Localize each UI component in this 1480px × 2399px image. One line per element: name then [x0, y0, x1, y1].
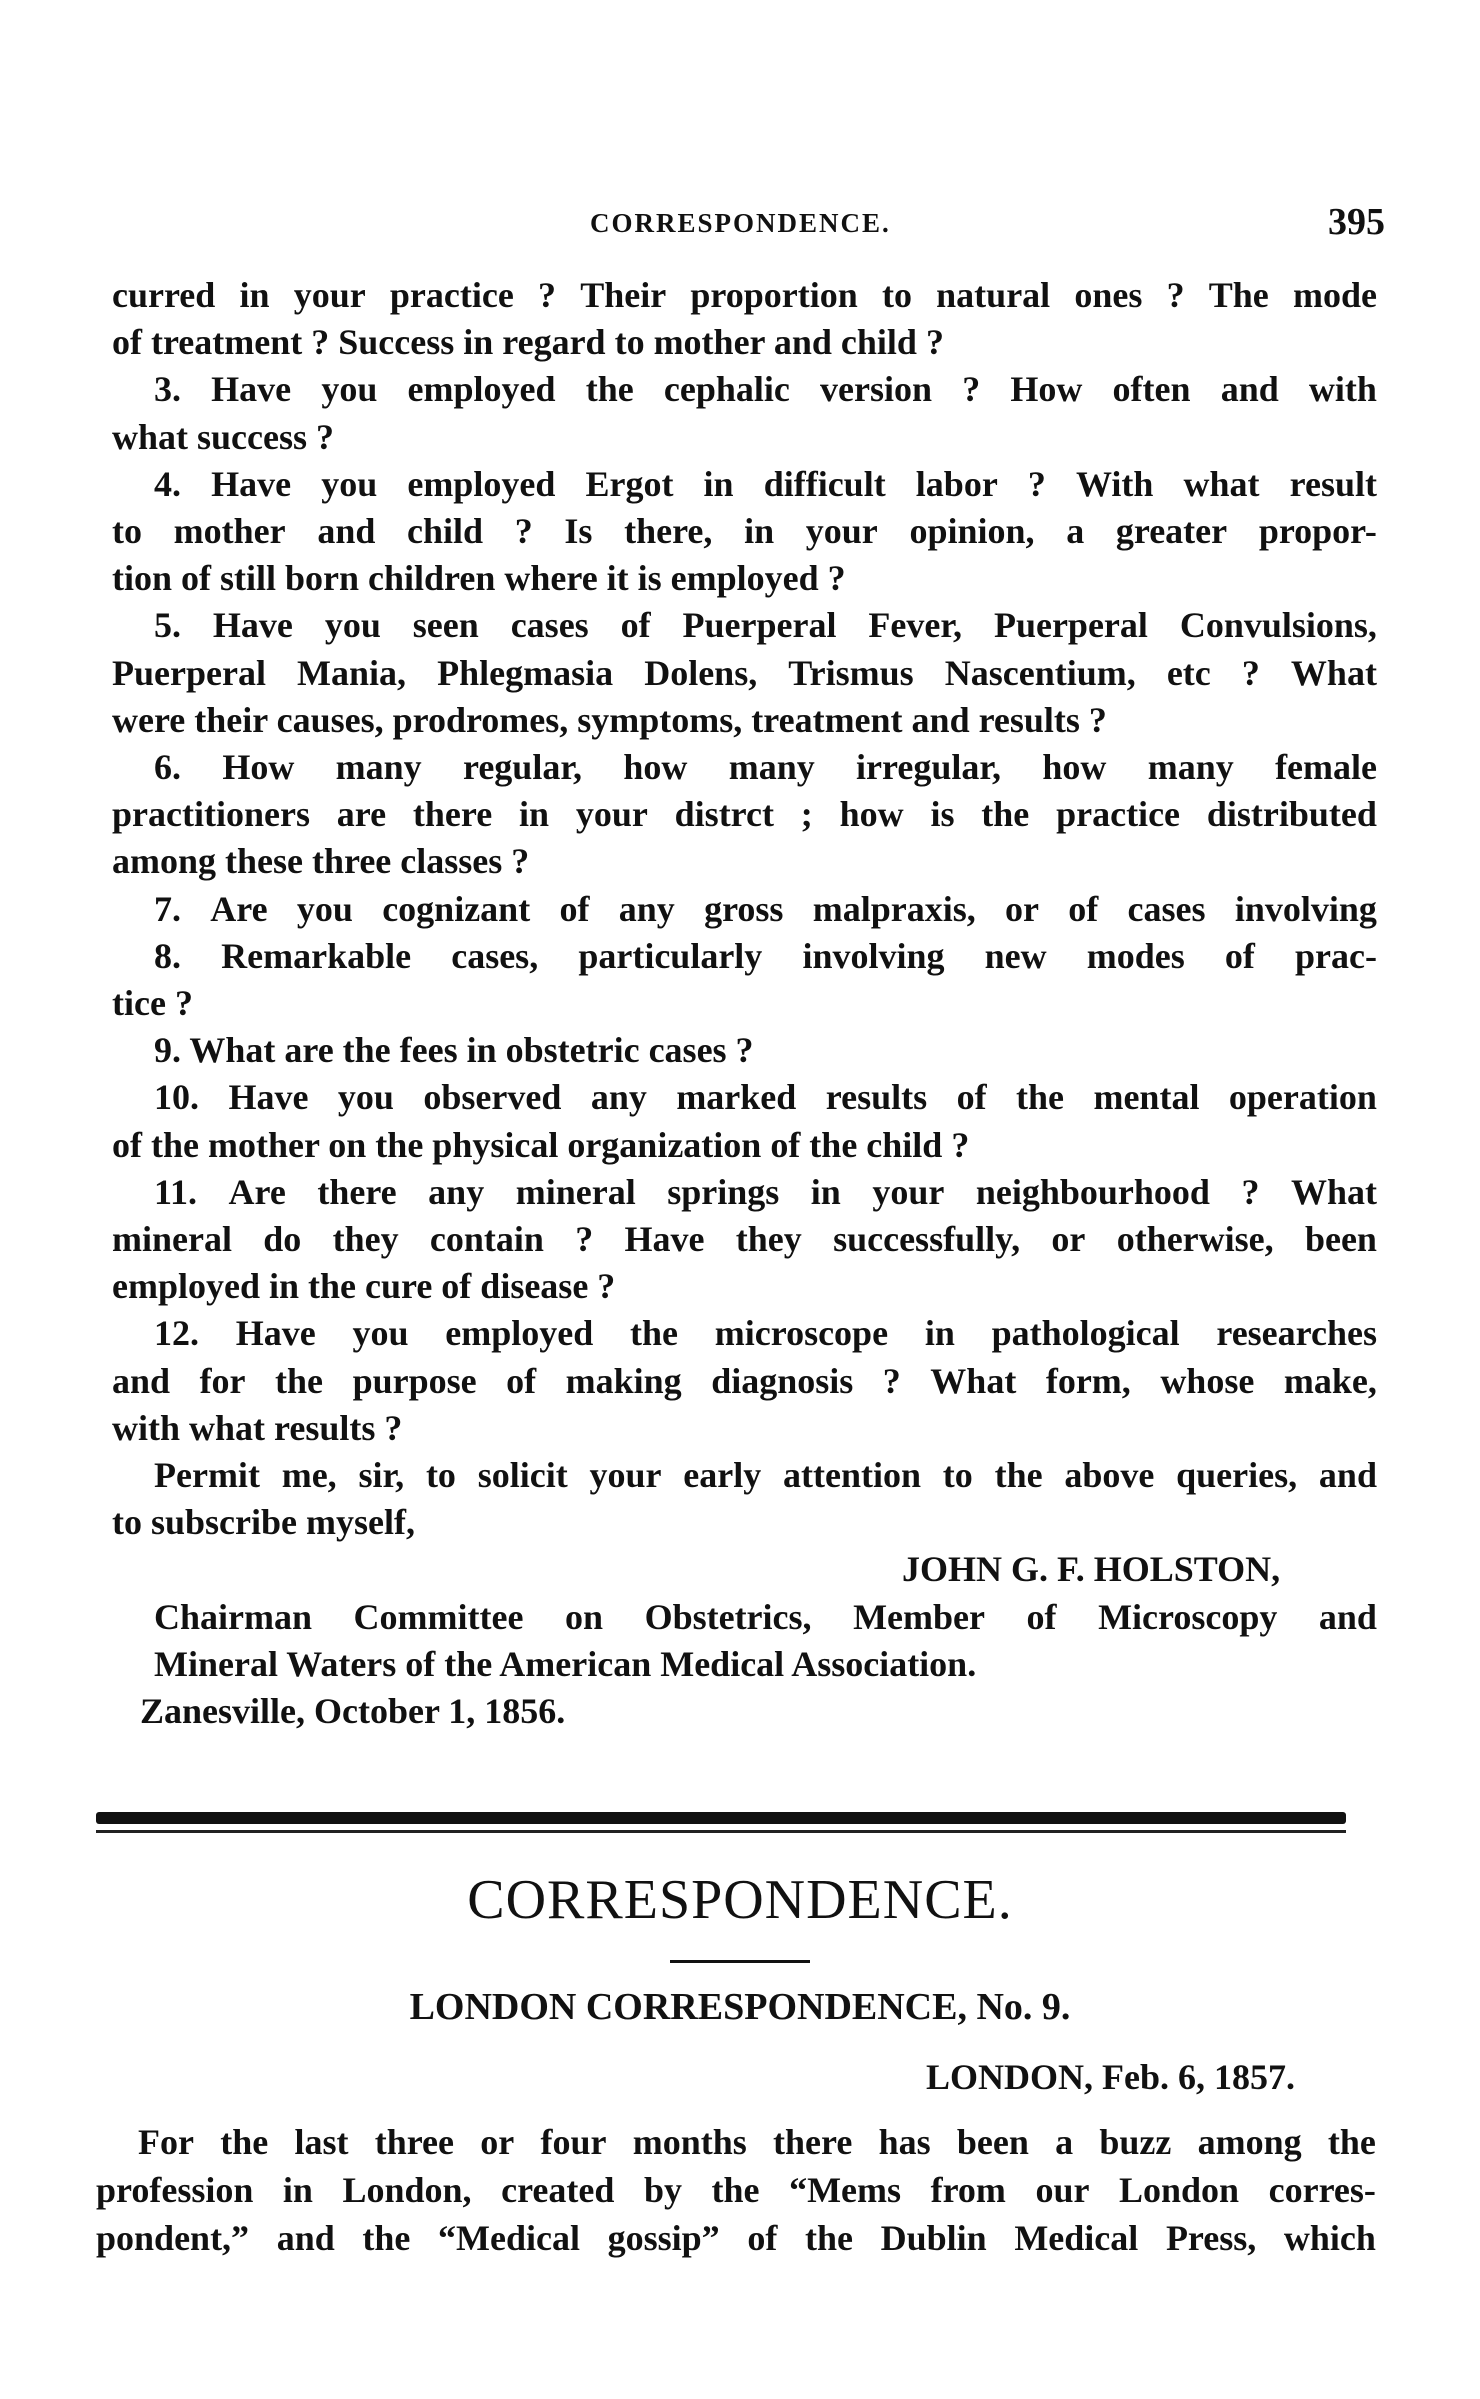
- text-line: [112, 933, 1377, 980]
- word: the: [1327, 2122, 1376, 2162]
- word: your: [805, 511, 878, 552]
- word: propor-: [1258, 511, 1377, 552]
- word: microscope: [714, 1313, 889, 1354]
- text-line: [96, 2118, 1376, 2166]
- text-line: [112, 555, 1377, 602]
- word: distrct: [674, 794, 774, 835]
- word: are: [336, 794, 387, 835]
- word: cases: [510, 605, 589, 646]
- line-text: Mineral Waters of the American Medical Association.: [154, 1643, 977, 1684]
- word: Puerperal: [993, 605, 1148, 646]
- word: you: [321, 463, 378, 504]
- word: ?: [538, 275, 557, 315]
- word: the: [275, 1360, 324, 1401]
- word: any: [618, 888, 675, 929]
- word: ?: [962, 369, 981, 410]
- word: female: [1275, 747, 1377, 788]
- word: 5.: [154, 605, 181, 646]
- text-line: [112, 1405, 1377, 1452]
- text-line: [112, 1074, 1377, 1121]
- word: by: [643, 2170, 682, 2210]
- word: London: [1118, 2170, 1240, 2210]
- word: Committee: [353, 1596, 524, 1637]
- word: Nascentium,: [944, 652, 1136, 693]
- word: many: [335, 747, 422, 788]
- word: do: [263, 1219, 302, 1260]
- word: involving: [802, 935, 945, 976]
- word: etc: [1166, 652, 1211, 693]
- word: and: [112, 1360, 171, 1401]
- word: regular,: [463, 747, 583, 788]
- word: in: [282, 2170, 313, 2210]
- word: ;: [800, 794, 813, 835]
- word: in: [703, 463, 734, 504]
- text-line: [112, 980, 1377, 1027]
- line-text: tion of still born children where it is employed ?: [112, 558, 846, 599]
- section-heading: CORRESPONDENCE.: [467, 1869, 1013, 1931]
- word: queries,: [1176, 1455, 1298, 1496]
- word: seen: [412, 605, 479, 646]
- word: they: [735, 1219, 802, 1260]
- word: employed: [407, 463, 556, 504]
- letter-body: [96, 2118, 1376, 2262]
- word: in: [519, 794, 550, 835]
- word: of: [506, 1360, 537, 1401]
- text-line: [112, 1452, 1377, 1499]
- word: marked: [676, 1077, 797, 1118]
- word: has: [878, 2122, 931, 2162]
- word: or: [480, 2122, 515, 2162]
- word: Dolens,: [644, 652, 758, 693]
- text-line: [112, 414, 1377, 461]
- word: make,: [1283, 1360, 1377, 1401]
- word: the: [1016, 1077, 1065, 1118]
- word: cases,: [451, 935, 539, 976]
- word: Have: [211, 369, 292, 410]
- line-text: tice ?: [112, 983, 193, 1024]
- word: on: [565, 1596, 604, 1637]
- word: the: [804, 2218, 853, 2258]
- word: months: [632, 2122, 747, 2162]
- word: ?: [1241, 1171, 1260, 1212]
- word: to: [881, 275, 912, 315]
- text-line: [112, 1546, 1377, 1593]
- word: our: [1035, 2170, 1090, 2210]
- word: your: [589, 1455, 662, 1496]
- text-line: [96, 2166, 1376, 2214]
- word: What: [930, 1360, 1017, 1401]
- word: successfully,: [833, 1219, 1021, 1260]
- word: What: [1290, 652, 1377, 693]
- word: buzz: [1099, 2122, 1172, 2162]
- word: how: [839, 794, 904, 835]
- word: observed: [423, 1077, 562, 1118]
- running-title: CORRESPONDENCE.: [590, 208, 891, 238]
- word: natural: [936, 275, 1051, 315]
- word: result: [1289, 463, 1377, 504]
- word: Have: [212, 605, 293, 646]
- text-line: [112, 1263, 1377, 1310]
- word: Permit: [154, 1455, 260, 1496]
- word: your: [575, 794, 648, 835]
- word: employed: [445, 1313, 594, 1354]
- word: Puerperal: [682, 605, 837, 646]
- word: Microscopy: [1098, 1596, 1278, 1637]
- word: from: [930, 2170, 1006, 2210]
- word: 11.: [154, 1171, 198, 1212]
- word: me,: [281, 1455, 337, 1496]
- text-line: [96, 2214, 1376, 2262]
- word: there: [412, 794, 493, 835]
- word: cephalic: [663, 369, 790, 410]
- word: malpraxis,: [812, 888, 976, 929]
- word: proportion: [690, 275, 858, 315]
- word: How: [1010, 369, 1083, 410]
- word: in: [239, 275, 270, 315]
- text-line: [112, 1594, 1377, 1641]
- line-text: of treatment ? Success in regard to mother and child ?: [112, 322, 944, 363]
- word: for: [199, 1360, 246, 1401]
- section-divider-thick: [96, 1812, 1346, 1824]
- word: in: [924, 1313, 955, 1354]
- word: is: [930, 794, 955, 835]
- word: with: [1308, 369, 1377, 410]
- word: ?: [1241, 652, 1260, 693]
- line-text: employed in the cure of disease ?: [112, 1266, 616, 1307]
- queries-body: [112, 272, 1377, 1735]
- text-line: [112, 886, 1377, 933]
- word: distributed: [1206, 794, 1377, 835]
- line-text: with what results ?: [112, 1407, 403, 1448]
- word: Have: [228, 1077, 309, 1118]
- word: whose: [1160, 1360, 1255, 1401]
- word: the: [711, 2170, 760, 2210]
- word: new: [984, 935, 1047, 976]
- word: corres-: [1268, 2170, 1376, 2210]
- word: profession: [96, 2170, 254, 2210]
- word: Puerperal: [112, 652, 266, 693]
- word: to: [942, 1455, 973, 1496]
- word: what: [1183, 463, 1260, 504]
- word: Convulsions,: [1179, 605, 1377, 646]
- text-line: [112, 697, 1377, 744]
- text-line: [112, 791, 1377, 838]
- word: results: [825, 1077, 928, 1118]
- word: the: [362, 2218, 411, 2258]
- word: Medical: [1014, 2218, 1139, 2258]
- word: or: [1005, 888, 1039, 929]
- text-line: [112, 272, 1377, 319]
- word: version: [820, 369, 933, 410]
- word: early: [683, 1455, 762, 1496]
- word: curred: [112, 275, 216, 315]
- word: and: [1220, 369, 1279, 410]
- word: modes: [1086, 935, 1185, 976]
- word: to: [112, 511, 142, 552]
- word: many: [1147, 747, 1234, 788]
- word: sir,: [358, 1455, 405, 1496]
- word: there: [317, 1171, 397, 1212]
- word: a: [1066, 511, 1085, 552]
- word: created: [501, 2170, 615, 2210]
- line-text: among these three classes ?: [112, 841, 530, 882]
- text-line: [112, 319, 1377, 366]
- word: For: [138, 2122, 194, 2162]
- word: 4.: [154, 463, 181, 504]
- word: the: [585, 369, 634, 410]
- word: purpose: [352, 1360, 477, 1401]
- word: you: [321, 369, 378, 410]
- word: Press,: [1165, 2218, 1257, 2258]
- word: pathological: [991, 1313, 1180, 1354]
- word: gross: [704, 888, 784, 929]
- word: Dublin: [880, 2218, 987, 2258]
- word: greater: [1115, 511, 1228, 552]
- word: ?: [514, 511, 533, 552]
- word: Are: [228, 1171, 286, 1212]
- word: ones: [1074, 275, 1143, 315]
- word: 8.: [154, 935, 181, 976]
- word: of: [559, 888, 590, 929]
- text-line: [112, 1641, 1377, 1688]
- word: prac-: [1295, 935, 1377, 976]
- word: you: [324, 605, 381, 646]
- word: your: [293, 275, 366, 315]
- page-number: 395: [1328, 201, 1385, 243]
- word: last: [294, 2122, 349, 2162]
- word: above: [1064, 1455, 1155, 1496]
- word: the: [994, 1455, 1043, 1496]
- word: solicit: [477, 1455, 568, 1496]
- word: springs: [667, 1171, 780, 1212]
- word: you: [296, 888, 353, 929]
- word: or: [1051, 1219, 1086, 1260]
- heading-rule: [670, 1960, 810, 1963]
- word: the: [981, 794, 1030, 835]
- word: ?: [1166, 275, 1185, 315]
- word: What: [1290, 1171, 1377, 1212]
- word: and: [276, 2218, 335, 2258]
- word: how: [623, 747, 688, 788]
- word: “Mems: [789, 2170, 902, 2210]
- word: researches: [1216, 1313, 1377, 1354]
- word: “Medical: [438, 2218, 580, 2258]
- word: and: [1318, 1455, 1377, 1496]
- word: how: [1042, 747, 1107, 788]
- word: there,: [624, 511, 713, 552]
- word: labor: [915, 463, 998, 504]
- word: many: [728, 747, 815, 788]
- word: 10.: [154, 1077, 199, 1118]
- word: practice: [1056, 794, 1181, 835]
- word: of: [620, 605, 651, 646]
- word: Have: [235, 1313, 316, 1354]
- dateline: LONDON, Feb. 6, 1857.: [926, 2057, 1295, 2097]
- word: four: [540, 2122, 607, 2162]
- word: mineral: [112, 1219, 232, 1260]
- word: of: [956, 1077, 987, 1118]
- word: particularly: [578, 935, 763, 976]
- word: The: [1208, 275, 1269, 315]
- word: the: [630, 1313, 679, 1354]
- article-subheading: LONDON CORRESPONDENCE, No. 9.: [409, 1986, 1071, 2028]
- word: child: [407, 511, 484, 552]
- line-text: Zanesville, October 1, 1856.: [140, 1691, 566, 1732]
- text-line: [112, 1122, 1377, 1169]
- text-line: [112, 366, 1377, 413]
- word: practice: [389, 275, 514, 315]
- word: which: [1283, 2218, 1376, 2258]
- word: operation: [1228, 1077, 1377, 1118]
- text-line: [112, 508, 1377, 555]
- word: London,: [342, 2170, 472, 2210]
- word: gossip”: [607, 2218, 720, 2258]
- word: 6.: [154, 747, 181, 788]
- line-text: what success ?: [112, 416, 334, 457]
- word: three: [374, 2122, 455, 2162]
- text-line: [112, 1027, 1377, 1074]
- word: mode: [1292, 275, 1377, 315]
- word: involving: [1234, 888, 1377, 929]
- word: of: [1026, 1596, 1057, 1637]
- text-line: [112, 1169, 1377, 1216]
- word: Remarkable: [221, 935, 412, 976]
- text-line: [112, 1688, 1377, 1735]
- word: Fever,: [868, 605, 963, 646]
- word: neighbourhood: [975, 1171, 1210, 1212]
- word: diagnosis: [711, 1360, 854, 1401]
- text-line: [112, 1499, 1377, 1546]
- word: cognizant: [382, 888, 531, 929]
- word: in: [810, 1171, 841, 1212]
- word: practitioners: [112, 794, 310, 835]
- word: and: [1318, 1596, 1377, 1637]
- word: any: [428, 1171, 485, 1212]
- word: of: [747, 2218, 778, 2258]
- word: contain: [429, 1219, 544, 1260]
- text-line: [112, 744, 1377, 791]
- word: of: [1224, 935, 1255, 976]
- word: there: [773, 2122, 853, 2162]
- word: pondent,”: [96, 2218, 250, 2258]
- word: Have: [624, 1219, 705, 1260]
- word: How: [222, 747, 295, 788]
- word: mineral: [515, 1171, 636, 1212]
- word: Mania,: [297, 652, 407, 693]
- word: Ergot: [585, 463, 674, 504]
- word: you: [337, 1077, 394, 1118]
- word: mental: [1093, 1077, 1200, 1118]
- word: in: [744, 511, 775, 552]
- word: a: [1055, 2122, 1074, 2162]
- word: 3.: [154, 369, 181, 410]
- word: Obstetrics,: [644, 1596, 812, 1637]
- line-text: to subscribe myself,: [112, 1502, 415, 1543]
- word: they: [332, 1219, 399, 1260]
- word: Is: [564, 511, 593, 552]
- word: Phlegmasia: [437, 652, 614, 693]
- text-line: [112, 838, 1377, 885]
- word: irregular,: [856, 747, 1002, 788]
- word: making: [565, 1360, 682, 1401]
- text-line: [112, 602, 1377, 649]
- word: of: [1068, 888, 1099, 929]
- running-head: [0, 201, 1480, 248]
- word: cases: [1127, 888, 1206, 929]
- word: attention: [783, 1455, 922, 1496]
- text-line: [112, 650, 1377, 697]
- word: to: [425, 1455, 456, 1496]
- word: the: [220, 2122, 269, 2162]
- word: been: [956, 2122, 1029, 2162]
- line-text: JOHN G. F. HOLSTON,: [902, 1549, 1281, 1590]
- word: often: [1112, 369, 1191, 410]
- section-divider-thin: [96, 1830, 1346, 1833]
- word: ?: [882, 1360, 901, 1401]
- line-text: of the mother on the physical organization of the child ?: [112, 1124, 970, 1165]
- word: any: [590, 1077, 647, 1118]
- line-text: 9. What are the fees in obstetric cases ?: [154, 1030, 754, 1071]
- word: otherwise,: [1116, 1219, 1274, 1260]
- word: and: [317, 511, 376, 552]
- word: 12.: [154, 1313, 199, 1354]
- word: Chairman: [154, 1596, 313, 1637]
- word: ?: [575, 1219, 594, 1260]
- word: difficult: [763, 463, 886, 504]
- word: employed: [407, 369, 556, 410]
- word: opinion,: [909, 511, 1035, 552]
- word: Trismus: [788, 652, 914, 693]
- word: among: [1197, 2122, 1302, 2162]
- text-line: [112, 1216, 1377, 1263]
- line-text: were their causes, prodromes, symptoms, treatment and results ?: [112, 699, 1107, 740]
- word: Their: [580, 275, 667, 315]
- word: With: [1076, 463, 1154, 504]
- word: Have: [211, 463, 292, 504]
- word: you: [352, 1313, 409, 1354]
- word: 7.: [154, 888, 181, 929]
- word: been: [1304, 1219, 1377, 1260]
- word: form,: [1045, 1360, 1131, 1401]
- word: ?: [1027, 463, 1046, 504]
- text-line: [112, 1310, 1377, 1357]
- word: your: [872, 1171, 945, 1212]
- text-line: [112, 461, 1377, 508]
- text-line: [112, 1358, 1377, 1405]
- word: Member: [853, 1596, 985, 1637]
- word: mother: [173, 511, 286, 552]
- word: Are: [210, 888, 268, 929]
